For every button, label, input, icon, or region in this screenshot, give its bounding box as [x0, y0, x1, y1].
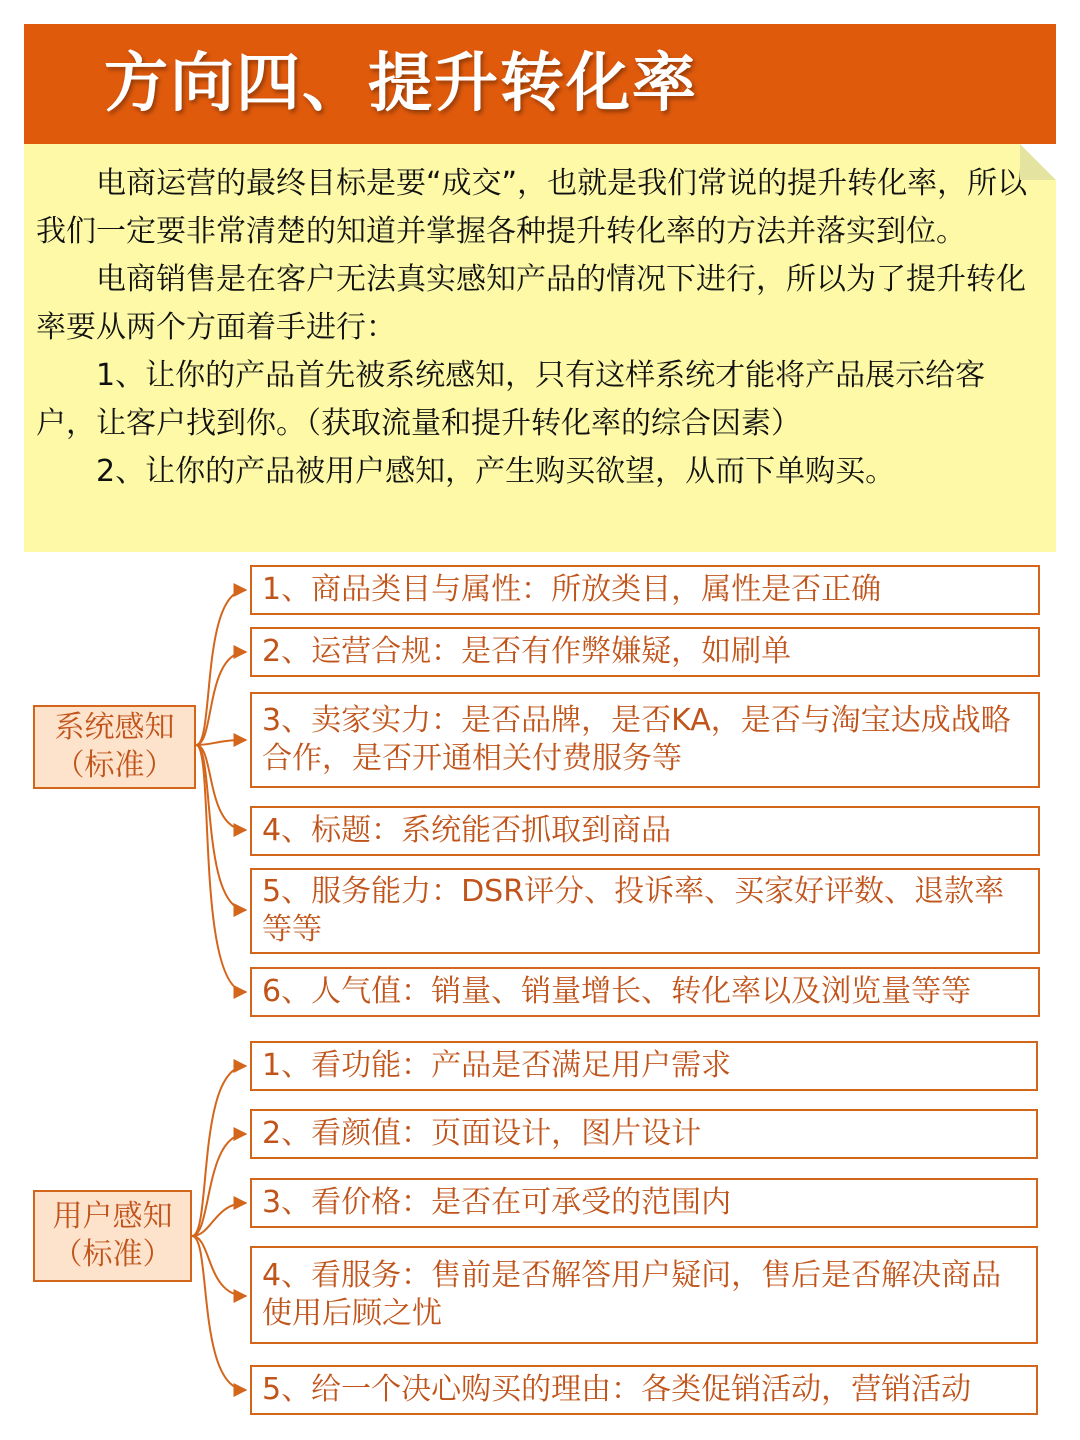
connector-arrow [196, 590, 246, 745]
user-item-2: 2、看颜值：页面设计，图片设计 [250, 1109, 1038, 1159]
system-item-4: 4、标题：系统能否抓取到商品 [250, 806, 1040, 856]
intro-paragraph: 电商销售是在客户无法真实感知产品的情况下进行，所以为了提升转化率要从两个方面着手进行： [36, 262, 1026, 345]
user-item-1: 1、看功能：产品是否满足用户需求 [250, 1041, 1038, 1091]
user-item-3: 3、看价格：是否在可承受的范围内 [250, 1178, 1038, 1228]
intro-paragraph: 电商运营的最终目标是要“成交”，也就是我们常说的提升转化率，所以我们一定要非常清楚的知道并掌握各种提升转化率的方法并落实到位。 [36, 166, 1028, 249]
system-item-2: 2、运营合规：是否有作弊嫌疑，如刷单 [250, 627, 1040, 677]
intro-paragraph: 1、让你的产品首先被系统感知，只有这样系统才能将产品展示给客户，让客户找到你。（获取流量和提升转化率的综合因素） [36, 358, 986, 441]
connector-arrow [192, 1236, 246, 1296]
user-item-4: 4、看服务：售前是否解答用户疑问，售后是否解决商品使用后顾之忧 [250, 1246, 1038, 1344]
label-line: 系统感知 [54, 710, 175, 745]
intro-paragraph: 2、让你的产品被用户感知，产生购买欲望，从而下单购买。 [96, 454, 896, 489]
label-line: （标准） [52, 1237, 173, 1272]
connector-arrow [196, 745, 246, 992]
page-title: 方向四、提升转化率 [104, 47, 698, 121]
label-line: 用户感知 [52, 1199, 173, 1234]
system-item-3: 3、卖家实力：是否品牌，是否KA，是否与淘宝达成战略合作，是否开通相关付费服务等 [250, 692, 1040, 788]
user-perception-label [33, 1190, 192, 1282]
connector-arrow [192, 1236, 246, 1390]
label-line: （标准） [54, 748, 175, 783]
system-perception-label [33, 705, 196, 789]
connector-arrow [192, 1066, 246, 1236]
connector-arrow [196, 740, 246, 745]
user-item-5: 5、给一个决心购买的理由：各类促销活动，营销活动 [250, 1365, 1038, 1415]
system-item-1: 1、商品类目与属性：所放类目，属性是否正确 [250, 565, 1040, 615]
system-item-6: 6、人气值：销量、销量增长、转化率以及浏览量等等 [250, 967, 1040, 1017]
system-item-5: 5、服务能力：DSR评分、投诉率、买家好评数、退款率等等 [250, 868, 1040, 954]
